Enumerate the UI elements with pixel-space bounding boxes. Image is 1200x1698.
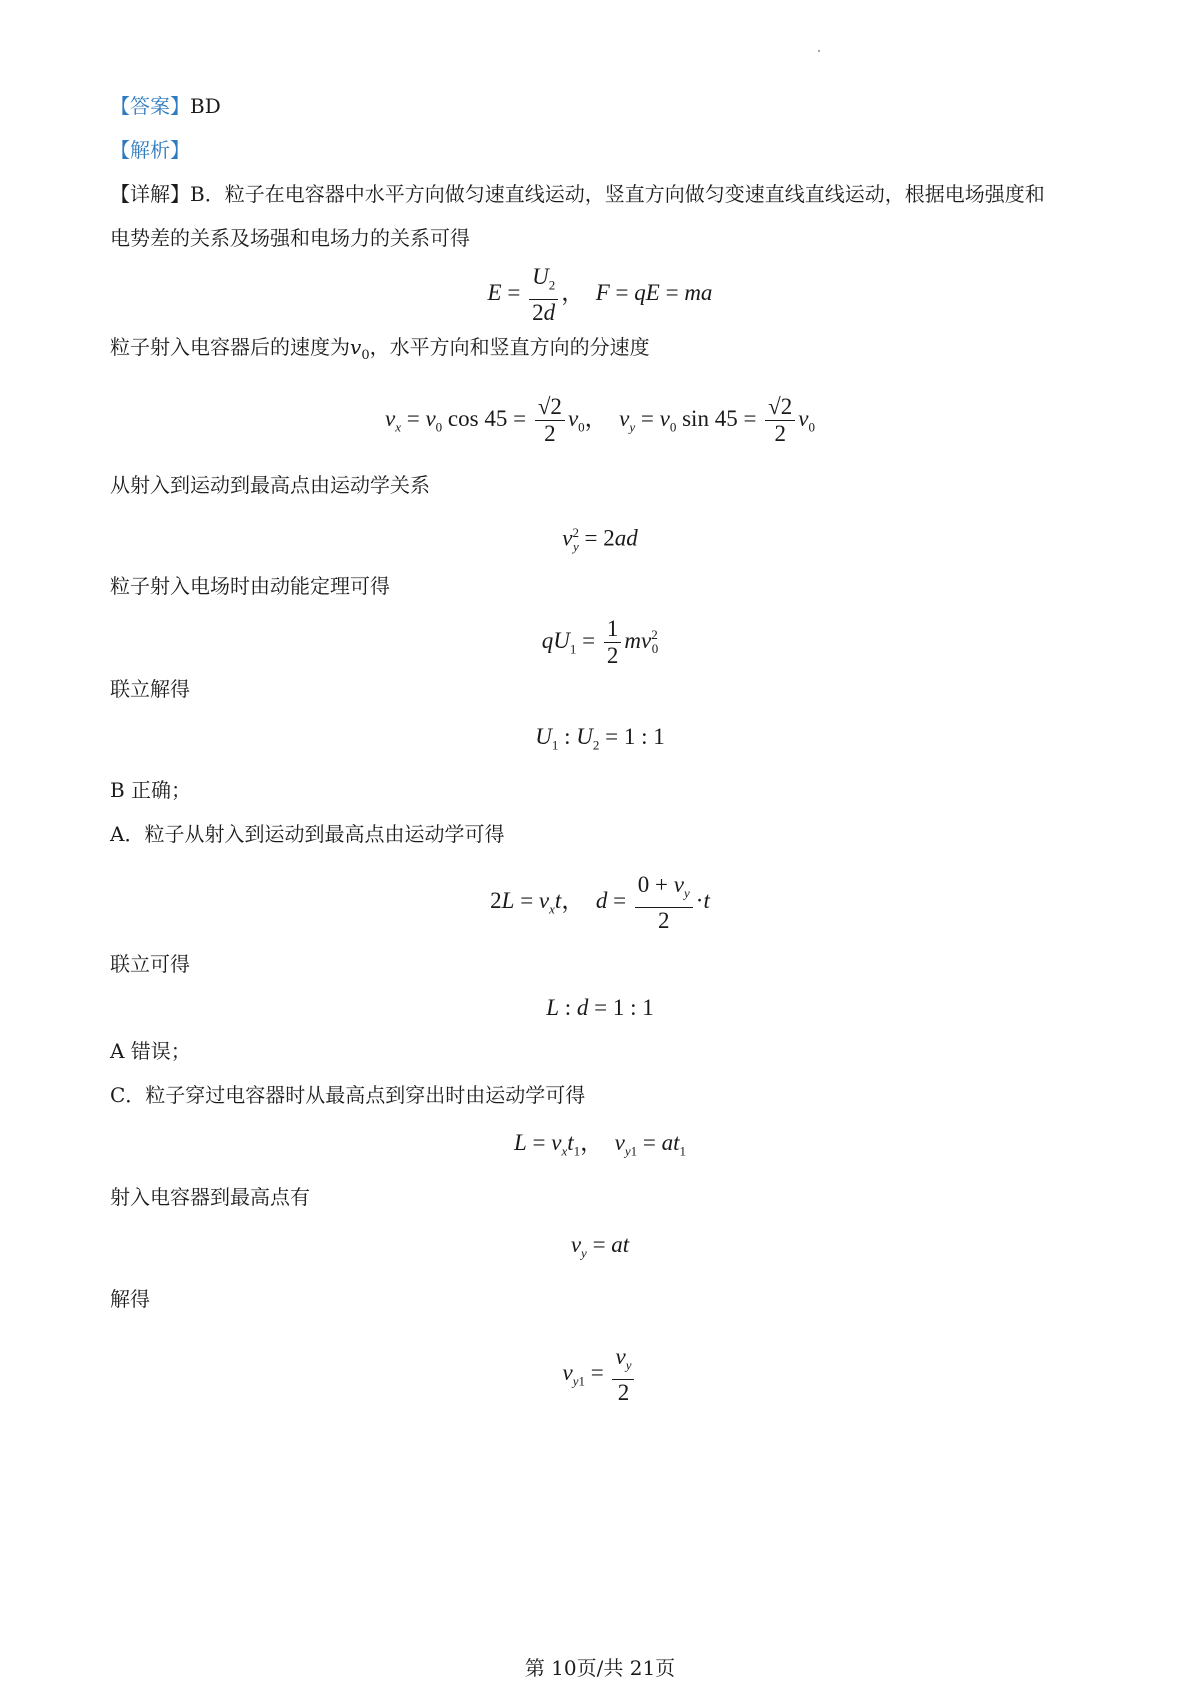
page-dot (818, 50, 820, 52)
answer-value: BD (190, 94, 221, 118)
paragraph-1-text: 粒子射入电容器后的速度为 (110, 335, 350, 359)
paragraph-7: 联立可得 (110, 952, 190, 976)
paragraph-5: B 正确； (110, 778, 192, 802)
paragraph-9: C．粒子穿过电容器时从最高点到穿出时由运动学可得 (110, 1083, 586, 1107)
equation-voltage-ratio: $U_1$ : $U_2 = 1$ : 1 (535, 724, 665, 753)
equation-energy: $qU_1$ = $\frac{1}{2}$ $mv^2_0$ (541, 616, 659, 668)
detail-text-1: B．粒子在电容器中水平方向做匀速直线运动，竖直方向做匀变速直线直线运动，根据电场强度和 (190, 182, 1045, 206)
paragraph-6: A．粒子从射入到运动到最高点由运动学可得 (110, 822, 505, 846)
paragraph-1: 粒子射入电容器后的速度为$v_0$，水平方向和竖直方向的分速度 (110, 335, 650, 363)
answer-tag: 【答案】 (110, 94, 190, 118)
paragraph-3: 粒子射入电场时由动能定理可得 (110, 574, 390, 598)
equation-exit: $L = v_xt_1$， $v_{y1} = at_1$ (513, 1130, 687, 1159)
equation-length-ratio: L : d = 1 : 1 (546, 995, 654, 1020)
equation-vy: $v_y$ = at (570, 1232, 630, 1261)
equation-kinematics: $v^2_y = 2ad$ (562, 525, 638, 555)
equation-vy1: $v_{y1}$ = $\frac{v_y}{2}$ (0, 1344, 1200, 1406)
paragraph-2: 从射入到运动到最高点由运动学关系 (110, 473, 430, 497)
paragraph-10: 射入电容器到最高点有 (110, 1185, 310, 1209)
paragraph-4: 联立解得 (110, 677, 190, 701)
analysis-tag: 【解析】 (110, 138, 190, 162)
detail-line-1 (110, 180, 1045, 208)
equation-velocity-components: $v_x = v_0$ cos 45 = $\frac{√2}{2}$ $v_0$， $v_y = v_0$ sin 45 = $\frac{√2}{2}$ $v_0$ (384, 394, 816, 446)
detail-tag: 【详解】 (110, 182, 190, 206)
answer-line (110, 92, 221, 120)
paragraph-8: A 错误； (110, 1039, 191, 1063)
paragraph-11: 解得 (110, 1287, 150, 1311)
equation-displacement: $2L = v_xt$， d = $\frac{0 + v_y}{2}$ ·t (490, 872, 710, 933)
page-footer: 第 10页/共 21页 (524, 1656, 676, 1680)
paragraph-1-tail: ，水平方向和竖直方向的分速度 (369, 335, 650, 359)
detail-line-2: 电势差的关系及场强和电场力的关系可得 (110, 226, 470, 250)
equation-field-strength: E = $\frac{U_2}{2d}$ ， F = qE = ma (487, 264, 713, 325)
